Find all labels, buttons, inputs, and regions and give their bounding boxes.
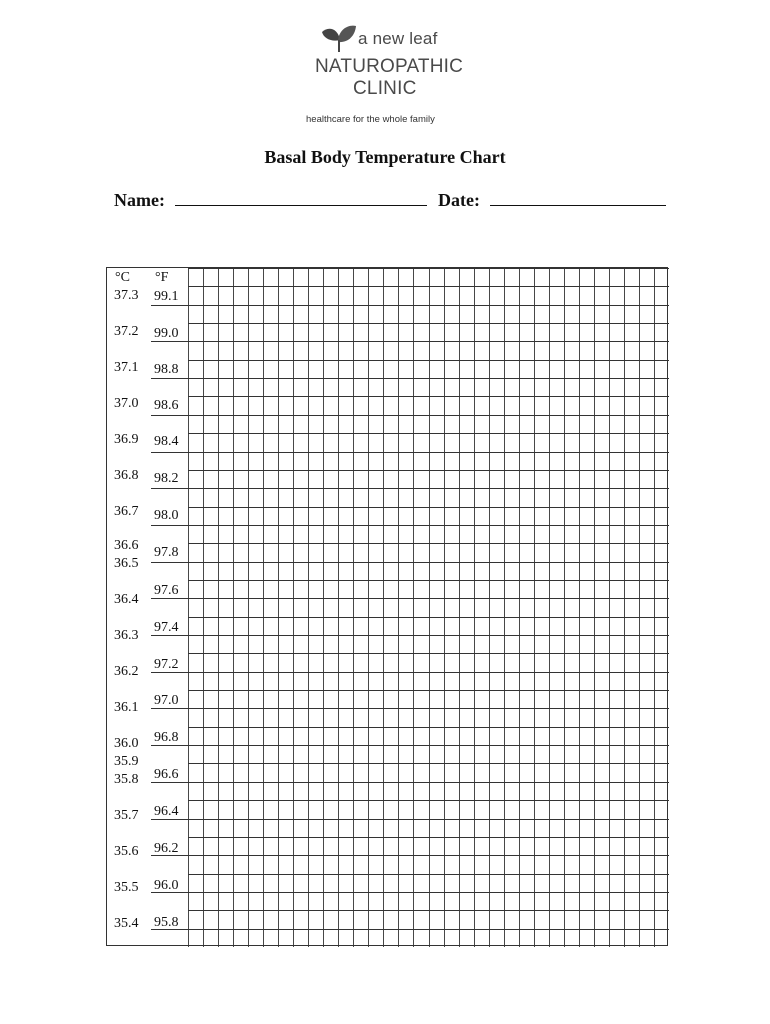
fahrenheit-label: 96.2 — [154, 841, 179, 856]
label-row-tick — [151, 708, 188, 709]
chart-grid[interactable] — [188, 268, 669, 947]
celsius-header: °C — [115, 270, 130, 285]
fahrenheit-label: 98.0 — [154, 508, 179, 523]
fahrenheit-label: 97.8 — [154, 545, 179, 560]
fahrenheit-label: 96.8 — [154, 730, 179, 745]
label-row-tick — [151, 415, 188, 416]
fahrenheit-label: 97.6 — [154, 583, 179, 598]
celsius-label: 36.4 — [114, 592, 139, 607]
celsius-label: 35.8 — [114, 772, 139, 787]
celsius-label: 35.7 — [114, 808, 139, 823]
celsius-label: 36.5 — [114, 556, 139, 571]
fahrenheit-label: 97.2 — [154, 657, 179, 672]
label-row-tick — [151, 378, 188, 379]
page-title: Basal Body Temperature Chart — [264, 147, 506, 167]
name-field[interactable] — [175, 191, 427, 206]
celsius-label: 36.8 — [114, 468, 139, 483]
name-label: Name: — [114, 190, 165, 210]
brand-line1: a new leaf — [358, 29, 438, 48]
fahrenheit-label: 98.8 — [154, 362, 179, 377]
celsius-label: 36.1 — [114, 700, 139, 715]
clinic-logo — [300, 22, 470, 132]
celsius-label: 37.0 — [114, 396, 139, 411]
fahrenheit-label: 97.0 — [154, 693, 179, 708]
fahrenheit-label: 96.0 — [154, 878, 179, 893]
celsius-label: 36.2 — [114, 664, 139, 679]
celsius-label: 35.9 — [114, 754, 139, 769]
label-row-tick — [151, 892, 188, 893]
celsius-label: 37.3 — [114, 288, 139, 303]
fahrenheit-label: 99.0 — [154, 326, 179, 341]
date-field[interactable] — [490, 191, 666, 206]
label-row-tick — [151, 452, 188, 453]
celsius-label: 35.5 — [114, 880, 139, 895]
celsius-label: 36.6 — [114, 538, 139, 553]
fahrenheit-label: 96.6 — [154, 767, 179, 782]
fahrenheit-label: 96.4 — [154, 804, 179, 819]
name-date-row — [114, 190, 666, 211]
celsius-label: 35.6 — [114, 844, 139, 859]
celsius-label: 36.7 — [114, 504, 139, 519]
date-label: Date: — [437, 190, 480, 210]
label-row-tick — [151, 341, 188, 342]
celsius-label: 36.0 — [114, 736, 139, 751]
celsius-label: 37.2 — [114, 324, 139, 339]
label-row-tick — [151, 525, 188, 526]
fahrenheit-label: 95.8 — [154, 915, 179, 930]
fahrenheit-label: 98.2 — [154, 471, 179, 486]
label-row-tick — [151, 672, 188, 673]
celsius-label: 36.9 — [114, 432, 139, 447]
label-row-tick — [151, 305, 188, 306]
label-row-tick — [151, 562, 188, 563]
temperature-chart — [106, 267, 668, 946]
label-row-tick — [151, 745, 188, 746]
label-row-tick — [151, 598, 188, 599]
label-row-tick — [151, 929, 188, 930]
celsius-label: 35.4 — [114, 916, 139, 931]
label-row-tick — [151, 635, 188, 636]
celsius-label: 36.3 — [114, 628, 139, 643]
celsius-label: 37.1 — [114, 360, 139, 375]
brand-line2: NATUROPATHIC — [315, 56, 464, 77]
label-row-tick — [151, 782, 188, 783]
brand-line3: CLINIC — [353, 78, 417, 99]
tagline: healthcare for the whole family — [306, 114, 435, 125]
label-row-tick — [151, 819, 188, 820]
label-row-tick — [151, 855, 188, 856]
fahrenheit-header: °F — [155, 270, 169, 285]
label-row-tick — [151, 488, 188, 489]
fahrenheit-label: 98.6 — [154, 398, 179, 413]
leaf-icon — [320, 24, 358, 54]
fahrenheit-label: 97.4 — [154, 620, 179, 635]
fahrenheit-label: 99.1 — [154, 289, 179, 304]
fahrenheit-label: 98.4 — [154, 434, 179, 449]
